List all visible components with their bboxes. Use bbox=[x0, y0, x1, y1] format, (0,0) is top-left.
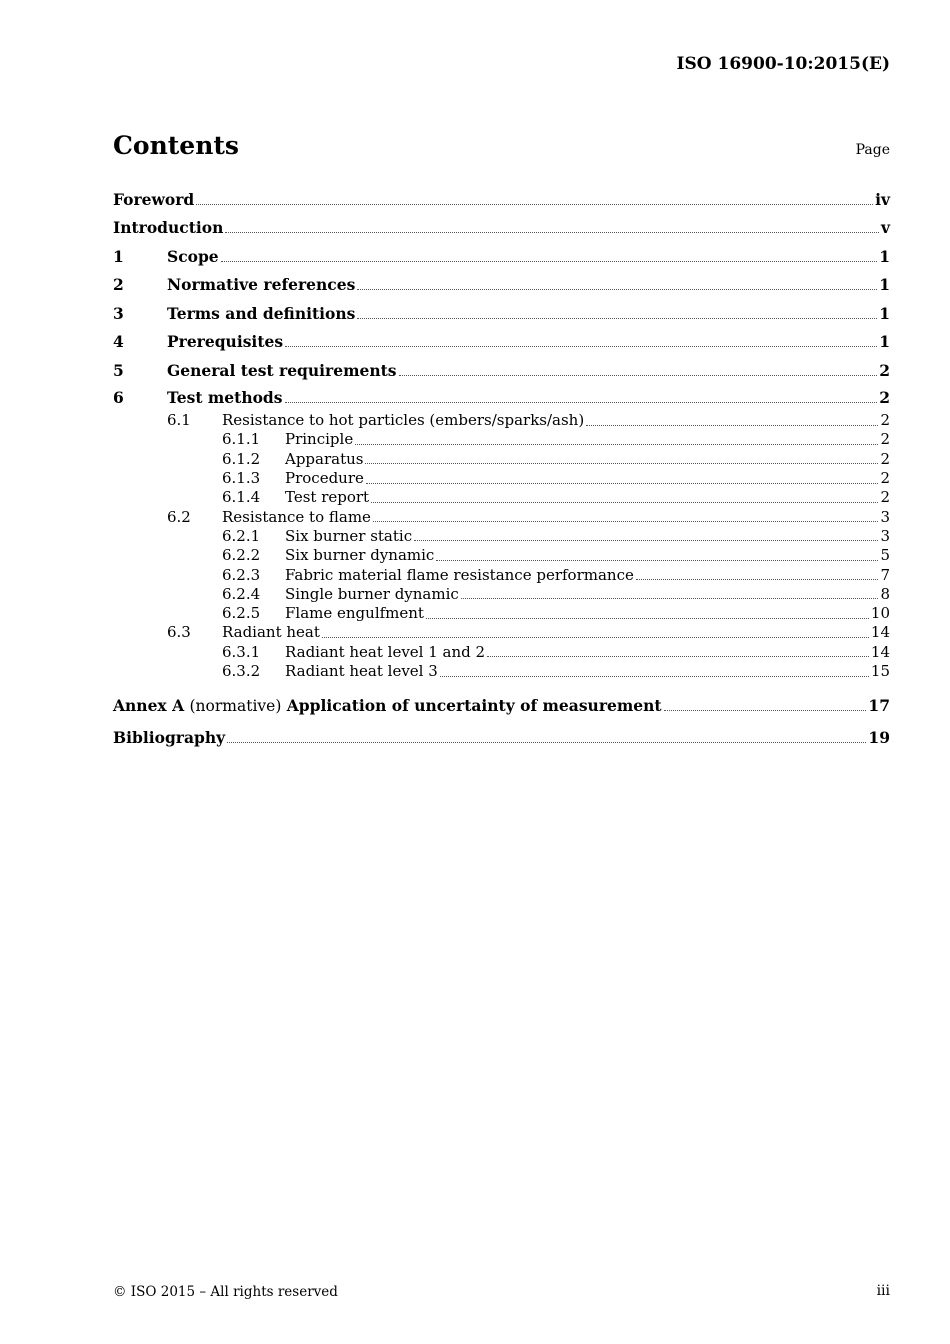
dot-leader bbox=[664, 710, 867, 711]
toc-entry-page: v bbox=[880, 218, 890, 238]
dot-leader bbox=[355, 444, 878, 445]
dot-leader bbox=[414, 540, 878, 541]
annex-title: Application of uncertainty of measurement bbox=[286, 695, 662, 715]
toc-entry-page: iv bbox=[875, 189, 890, 209]
toc-entry-label: Radiant heat level 1 and 2 bbox=[285, 642, 486, 661]
toc-entry-page: 2 bbox=[880, 449, 890, 468]
toc-entry-label: Resistance to flame bbox=[222, 507, 371, 526]
toc-entry-label: Prerequisites bbox=[167, 332, 284, 352]
toc-entry-general-test-requirements[interactable] bbox=[113, 356, 890, 385]
dot-leader bbox=[221, 261, 878, 262]
dot-leader bbox=[440, 676, 869, 677]
toc-entry-page: 1 bbox=[879, 246, 890, 266]
toc-entry-label: Six burner static bbox=[285, 526, 413, 545]
toc-entry-page: 7 bbox=[880, 565, 890, 584]
toc-entry-label bbox=[113, 696, 662, 715]
toc-entry-label: Fabric material flame resistance performance bbox=[285, 565, 634, 584]
toc-entry-page: 19 bbox=[868, 727, 890, 747]
dot-leader bbox=[285, 402, 878, 403]
dot-leader bbox=[365, 463, 878, 464]
toc-entry-number: 6.1.4 bbox=[222, 488, 261, 507]
toc-entry-number: 6.1.1 bbox=[222, 430, 261, 449]
toc-entry-label: Six burner dynamic bbox=[285, 546, 435, 565]
toc-entry-number: 6.1.3 bbox=[222, 469, 261, 488]
toc-entry-6-2-3[interactable] bbox=[113, 565, 890, 584]
toc-entry-6-3-1[interactable] bbox=[113, 642, 890, 661]
toc-entry-page: 2 bbox=[879, 388, 890, 407]
toc-entry-number: 6.3.1 bbox=[222, 642, 261, 661]
copyright-notice: © ISO 2015 – All rights reserved bbox=[113, 1284, 338, 1300]
toc-entry-bibliography[interactable] bbox=[113, 715, 890, 747]
toc-entry-6-2-5[interactable] bbox=[113, 603, 890, 622]
toc-entry-number: 6.3.2 bbox=[222, 662, 261, 680]
toc-entry-page: 8 bbox=[880, 584, 890, 603]
toc-entry-page: 1 bbox=[879, 275, 890, 295]
toc-entry-6-1[interactable] bbox=[113, 411, 890, 430]
annex-prefix: Annex A bbox=[113, 695, 185, 715]
document-identifier: ISO 16900-10:2015(E) bbox=[676, 54, 890, 74]
toc-entry-label: Resistance to hot particles (embers/sparks/ash) bbox=[222, 411, 585, 430]
toc-entry-6-2-4[interactable] bbox=[113, 584, 890, 603]
dot-leader bbox=[487, 656, 869, 657]
toc-entry-label: General test requirements bbox=[167, 360, 397, 380]
dot-leader bbox=[225, 232, 879, 233]
toc-entry-test-methods[interactable] bbox=[113, 385, 890, 411]
toc-entry-6-2[interactable] bbox=[113, 507, 890, 526]
toc-entry-prerequisites[interactable] bbox=[113, 328, 890, 357]
dot-leader bbox=[285, 346, 877, 347]
toc-entry-number: 4 bbox=[113, 332, 124, 352]
toc-entry-6-2-1[interactable] bbox=[113, 526, 890, 545]
toc-entry-label: Introduction bbox=[113, 218, 224, 238]
toc-entry-page: 2 bbox=[880, 411, 890, 430]
toc-entry-number: 6 bbox=[113, 388, 124, 407]
toc-entry-label: Radiant heat level 3 bbox=[285, 662, 438, 680]
dot-leader bbox=[373, 521, 879, 522]
toc-entry-page: 3 bbox=[880, 507, 890, 526]
toc-entry-number: 6.3 bbox=[167, 623, 191, 642]
dot-leader bbox=[436, 560, 878, 561]
toc-entry-page: 17 bbox=[868, 695, 890, 715]
dot-leader bbox=[371, 502, 878, 503]
toc-entry-annex-a[interactable] bbox=[113, 681, 890, 715]
toc-entry-page: 14 bbox=[870, 642, 890, 661]
dot-leader bbox=[357, 318, 877, 319]
toc-entry-page: 2 bbox=[880, 430, 890, 449]
toc-entry-label: Test methods bbox=[167, 388, 283, 407]
table-of-contents bbox=[113, 185, 890, 747]
toc-entry-page: 1 bbox=[879, 332, 890, 352]
toc-entry-foreword[interactable] bbox=[113, 185, 890, 214]
dot-leader bbox=[399, 375, 878, 376]
toc-entry-label: Normative references bbox=[167, 275, 356, 295]
toc-entry-number: 6.2.3 bbox=[222, 565, 261, 584]
page-column-label: Page bbox=[855, 142, 890, 158]
annex-type: (normative) bbox=[189, 696, 282, 715]
dot-leader bbox=[322, 637, 869, 638]
toc-entry-label: Scope bbox=[167, 246, 219, 266]
dot-leader bbox=[366, 483, 879, 484]
toc-entry-page: 5 bbox=[880, 546, 890, 565]
toc-entry-normative-references[interactable] bbox=[113, 271, 890, 300]
toc-entry-label: Flame engulfment bbox=[285, 604, 424, 623]
page-number: iii bbox=[876, 1283, 890, 1299]
toc-entry-6-1-3[interactable] bbox=[113, 468, 890, 487]
toc-entry-number: 3 bbox=[113, 303, 124, 323]
toc-entry-number: 6.2.2 bbox=[222, 546, 261, 565]
toc-entry-page: 15 bbox=[870, 662, 890, 680]
toc-entry-number: 2 bbox=[113, 275, 124, 295]
toc-entry-label: Bibliography bbox=[113, 727, 226, 747]
toc-entry-6-1-1[interactable] bbox=[113, 430, 890, 449]
dot-leader bbox=[636, 579, 879, 580]
toc-entry-label: Apparatus bbox=[285, 449, 364, 468]
toc-entry-6-1-4[interactable] bbox=[113, 488, 890, 507]
dot-leader bbox=[426, 618, 869, 619]
toc-entry-number: 6.2.1 bbox=[222, 526, 261, 545]
toc-entry-number: 6.2 bbox=[167, 507, 191, 526]
toc-entry-label: Terms and definitions bbox=[167, 303, 356, 323]
toc-entry-number: 5 bbox=[113, 360, 124, 380]
toc-entry-6-1-2[interactable] bbox=[113, 449, 890, 468]
toc-entry-6-3[interactable] bbox=[113, 623, 890, 642]
toc-entry-number: 6.2.4 bbox=[222, 584, 261, 603]
toc-entry-number: 6.2.5 bbox=[222, 604, 261, 623]
toc-entry-page: 2 bbox=[879, 360, 890, 380]
toc-entry-label: Procedure bbox=[285, 469, 364, 488]
dot-leader bbox=[461, 598, 879, 599]
toc-entry-terms-definitions[interactable] bbox=[113, 299, 890, 328]
toc-entry-introduction[interactable] bbox=[113, 214, 890, 243]
toc-entry-6-2-2[interactable] bbox=[113, 546, 890, 565]
toc-entry-page: 10 bbox=[870, 604, 890, 623]
dot-leader bbox=[196, 204, 873, 205]
toc-entry-label: Single burner dynamic bbox=[285, 584, 459, 603]
toc-entry-page: 1 bbox=[879, 303, 890, 323]
toc-entry-label: Test report bbox=[285, 488, 370, 507]
dot-leader bbox=[586, 425, 878, 426]
toc-entry-page: 3 bbox=[880, 526, 890, 545]
toc-entry-number: 6.1 bbox=[167, 411, 191, 430]
toc-entry-6-3-2[interactable] bbox=[113, 661, 890, 680]
toc-entry-page: 14 bbox=[870, 623, 890, 642]
dot-leader bbox=[357, 289, 877, 290]
dot-leader bbox=[227, 742, 866, 743]
toc-entry-label: Principle bbox=[285, 430, 354, 449]
toc-entry-number: 6.1.2 bbox=[222, 449, 261, 468]
toc-entry-page: 2 bbox=[880, 488, 890, 507]
toc-entry-label: Radiant heat bbox=[222, 623, 320, 642]
contents-title: Contents bbox=[113, 131, 240, 160]
toc-entry-number: 1 bbox=[113, 246, 124, 266]
toc-entry-page: 2 bbox=[880, 469, 890, 488]
toc-entry-label: Foreword bbox=[113, 189, 195, 209]
toc-entry-scope[interactable] bbox=[113, 242, 890, 271]
